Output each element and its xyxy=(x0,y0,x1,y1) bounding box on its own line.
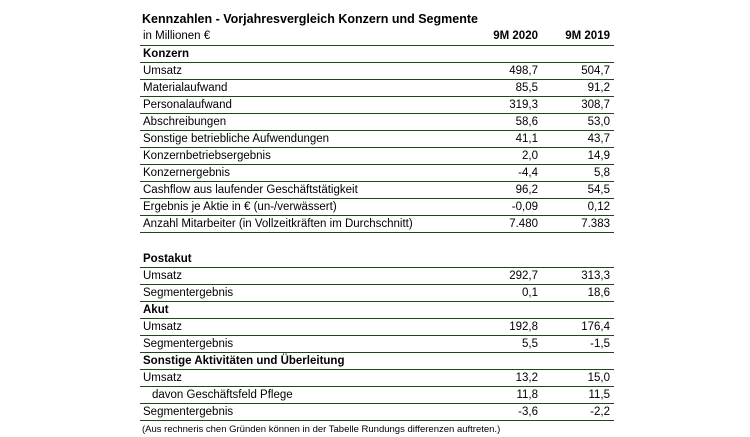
table-row xyxy=(140,199,614,216)
value-9m-2020: 2,0 xyxy=(522,150,538,162)
value-9m-2020: 292,7 xyxy=(509,270,538,282)
table-row xyxy=(140,148,614,165)
value-9m-2019: 54,5 xyxy=(587,184,610,196)
row-label: Sonstige betriebliche Aufwendungen xyxy=(143,133,330,145)
value-9m-2020: 192,8 xyxy=(509,321,538,333)
row-label: Anzahl Mitarbeiter (in Vollzeitkräften im Durchschnitt) xyxy=(143,218,413,230)
table-row xyxy=(140,216,614,233)
value-9m-2020: 41,1 xyxy=(515,133,538,145)
table-row xyxy=(140,63,614,80)
table-row xyxy=(140,285,614,302)
value-9m-2019: 504,7 xyxy=(581,65,610,77)
table-row xyxy=(140,165,614,182)
value-9m-2020: 0,1 xyxy=(522,287,538,299)
section-heading-postakut xyxy=(140,251,614,268)
row-label: Personalaufwand xyxy=(143,99,232,111)
value-9m-2019: 313,3 xyxy=(581,270,610,282)
value-9m-2019: 5,8 xyxy=(594,167,610,179)
table-row xyxy=(140,336,614,353)
value-9m-2019: 43,7 xyxy=(587,133,610,145)
row-label: Umsatz xyxy=(143,321,182,333)
unit-label: in Millionen € xyxy=(143,30,211,42)
column-header-9m-2020: 9M 2020 xyxy=(493,30,538,42)
value-9m-2020: -0,09 xyxy=(511,201,538,213)
value-9m-2020: -4,4 xyxy=(518,167,538,179)
row-label: Cashflow aus laufender Geschäftstätigkeit xyxy=(143,184,358,196)
value-9m-2019: 14,9 xyxy=(587,150,610,162)
value-9m-2019: 11,5 xyxy=(588,389,610,401)
table-row xyxy=(140,387,614,404)
table-row xyxy=(140,114,614,131)
value-9m-2019: 18,6 xyxy=(587,287,610,299)
table-header xyxy=(140,28,614,46)
table-row xyxy=(140,80,614,97)
value-9m-2020: 11,8 xyxy=(516,389,538,401)
value-9m-2019: 308,7 xyxy=(581,99,610,111)
section-heading-sonstige xyxy=(140,353,614,370)
value-9m-2019: -2,2 xyxy=(590,406,610,418)
value-9m-2020: -3,6 xyxy=(518,406,538,418)
section-title: Akut xyxy=(143,304,169,316)
value-9m-2019: 91,2 xyxy=(587,82,610,94)
value-9m-2020: 96,2 xyxy=(515,184,538,196)
table-row xyxy=(140,319,614,336)
table-row xyxy=(140,182,614,199)
row-label: Ergebnis je Aktie in € (un-/verwässert) xyxy=(143,201,337,213)
value-9m-2019: 7.383 xyxy=(581,218,610,230)
row-label: Umsatz xyxy=(143,65,182,77)
value-9m-2020: 498,7 xyxy=(509,65,538,77)
section-heading-konzern xyxy=(140,46,614,63)
value-9m-2020: 58,6 xyxy=(515,116,538,128)
value-9m-2020: 7.480 xyxy=(509,218,538,230)
section-title: Sonstige Aktivitäten und Überleitung xyxy=(143,355,345,367)
row-label: Umsatz xyxy=(143,270,182,282)
row-label: Umsatz xyxy=(143,372,182,384)
value-9m-2019: 0,12 xyxy=(587,201,610,213)
value-9m-2020: 85,5 xyxy=(515,82,538,94)
row-label: Konzernergebnis xyxy=(143,167,230,179)
value-9m-2019: 176,4 xyxy=(581,321,610,333)
section-title: Konzern xyxy=(143,48,189,60)
row-label: Materialaufwand xyxy=(143,82,228,94)
section-title: Postakut xyxy=(143,253,192,265)
column-header-9m-2019: 9M 2019 xyxy=(565,30,610,42)
kennzahlen-table xyxy=(140,10,614,437)
table-row xyxy=(140,131,614,148)
row-label: Segmentergebnis xyxy=(143,338,234,350)
table-title: Kennzahlen - Vorjahresvergleich Konzern und Segmente xyxy=(142,12,478,26)
row-label: Konzernbetriebsergebnis xyxy=(143,150,271,162)
value-9m-2020: 319,3 xyxy=(509,99,538,111)
row-label: Abschreibungen xyxy=(143,116,227,128)
footnote: (Aus rechneris chen Gründen können in der Tabelle Rundungs differenzen auftreten.) xyxy=(142,424,501,435)
row-label: Segmentergebnis xyxy=(143,287,234,299)
value-9m-2020: 13,2 xyxy=(515,372,538,384)
value-9m-2019: 15,0 xyxy=(587,372,610,384)
table-row xyxy=(140,97,614,114)
table-row xyxy=(140,268,614,285)
value-9m-2020: 5,5 xyxy=(522,338,538,350)
table-row xyxy=(140,370,614,387)
section-spacer xyxy=(140,233,614,251)
row-label: davon Geschäftsfeld Pflege xyxy=(152,389,293,401)
row-label: Segmentergebnis xyxy=(143,406,234,418)
table-row xyxy=(140,404,614,421)
section-heading-akut xyxy=(140,302,614,319)
value-9m-2019: -1,5 xyxy=(590,338,610,350)
value-9m-2019: 53,0 xyxy=(587,116,610,128)
